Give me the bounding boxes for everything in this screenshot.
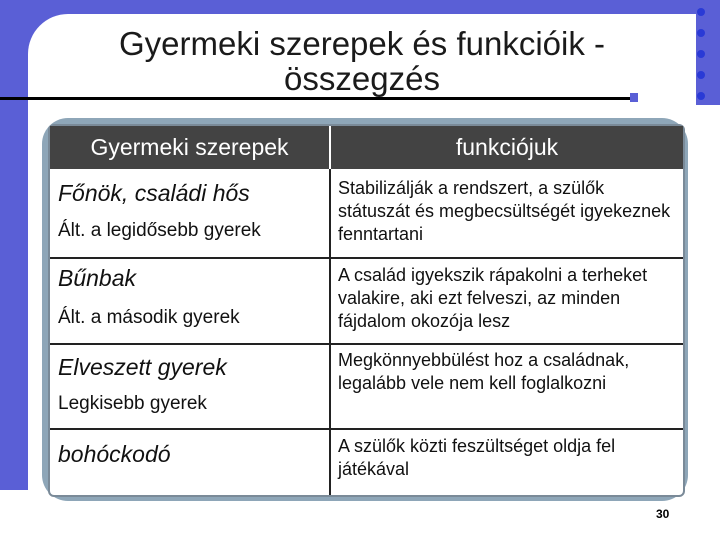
page-number: 30 [656,507,670,521]
header-functions: funkciójuk [455,134,559,160]
role-function: Stabilizálják a rendszert, a szülők státuszát és megbecsültségét igyekeznek fenntartani [338,178,671,244]
title-underline-end [630,93,638,102]
header-roles: Gyermeki szerepek [90,134,289,160]
slide-title [28,26,696,96]
role-child: Legkisebb gyerek [58,393,207,414]
row-divider [50,343,683,345]
bullet-dot-icon [697,8,705,16]
role-name: Elveszett gyerek [58,354,227,380]
bullet-dot-icon [697,92,705,100]
role-function: A szülők közti feszültséget oldja fel játékával [338,436,616,479]
role-child: Ált. a legidősebb gyerek [58,220,261,241]
title-underline [0,97,636,100]
column-divider [329,169,331,495]
role-name: bohóckodó [58,441,171,467]
role-name: Főnök, családi hős [58,180,250,206]
role-name: Bűnbak [58,265,137,291]
role-child: Ált. a második gyerek [58,307,240,328]
bullet-dot-icon [697,29,705,37]
title-line-1: Gyermeki szerepek és funkcióik - [119,25,605,62]
row-divider [50,257,683,259]
row-divider [50,428,683,430]
bullet-dot-icon [697,71,705,79]
bullet-dot-icon [697,50,705,58]
title-line-2: összegzés [284,60,440,97]
role-function: Megkönnyebbülést hoz a családnak, legalább vele nem kell foglalkozni [338,350,630,393]
side-band [0,0,28,490]
role-function: A család igyekszik rápakolni a terheket valakire, aki ezt felveszi, az minden fájdalom okozója lesz [338,265,648,331]
table-header [50,126,683,169]
roles-table [48,124,685,497]
